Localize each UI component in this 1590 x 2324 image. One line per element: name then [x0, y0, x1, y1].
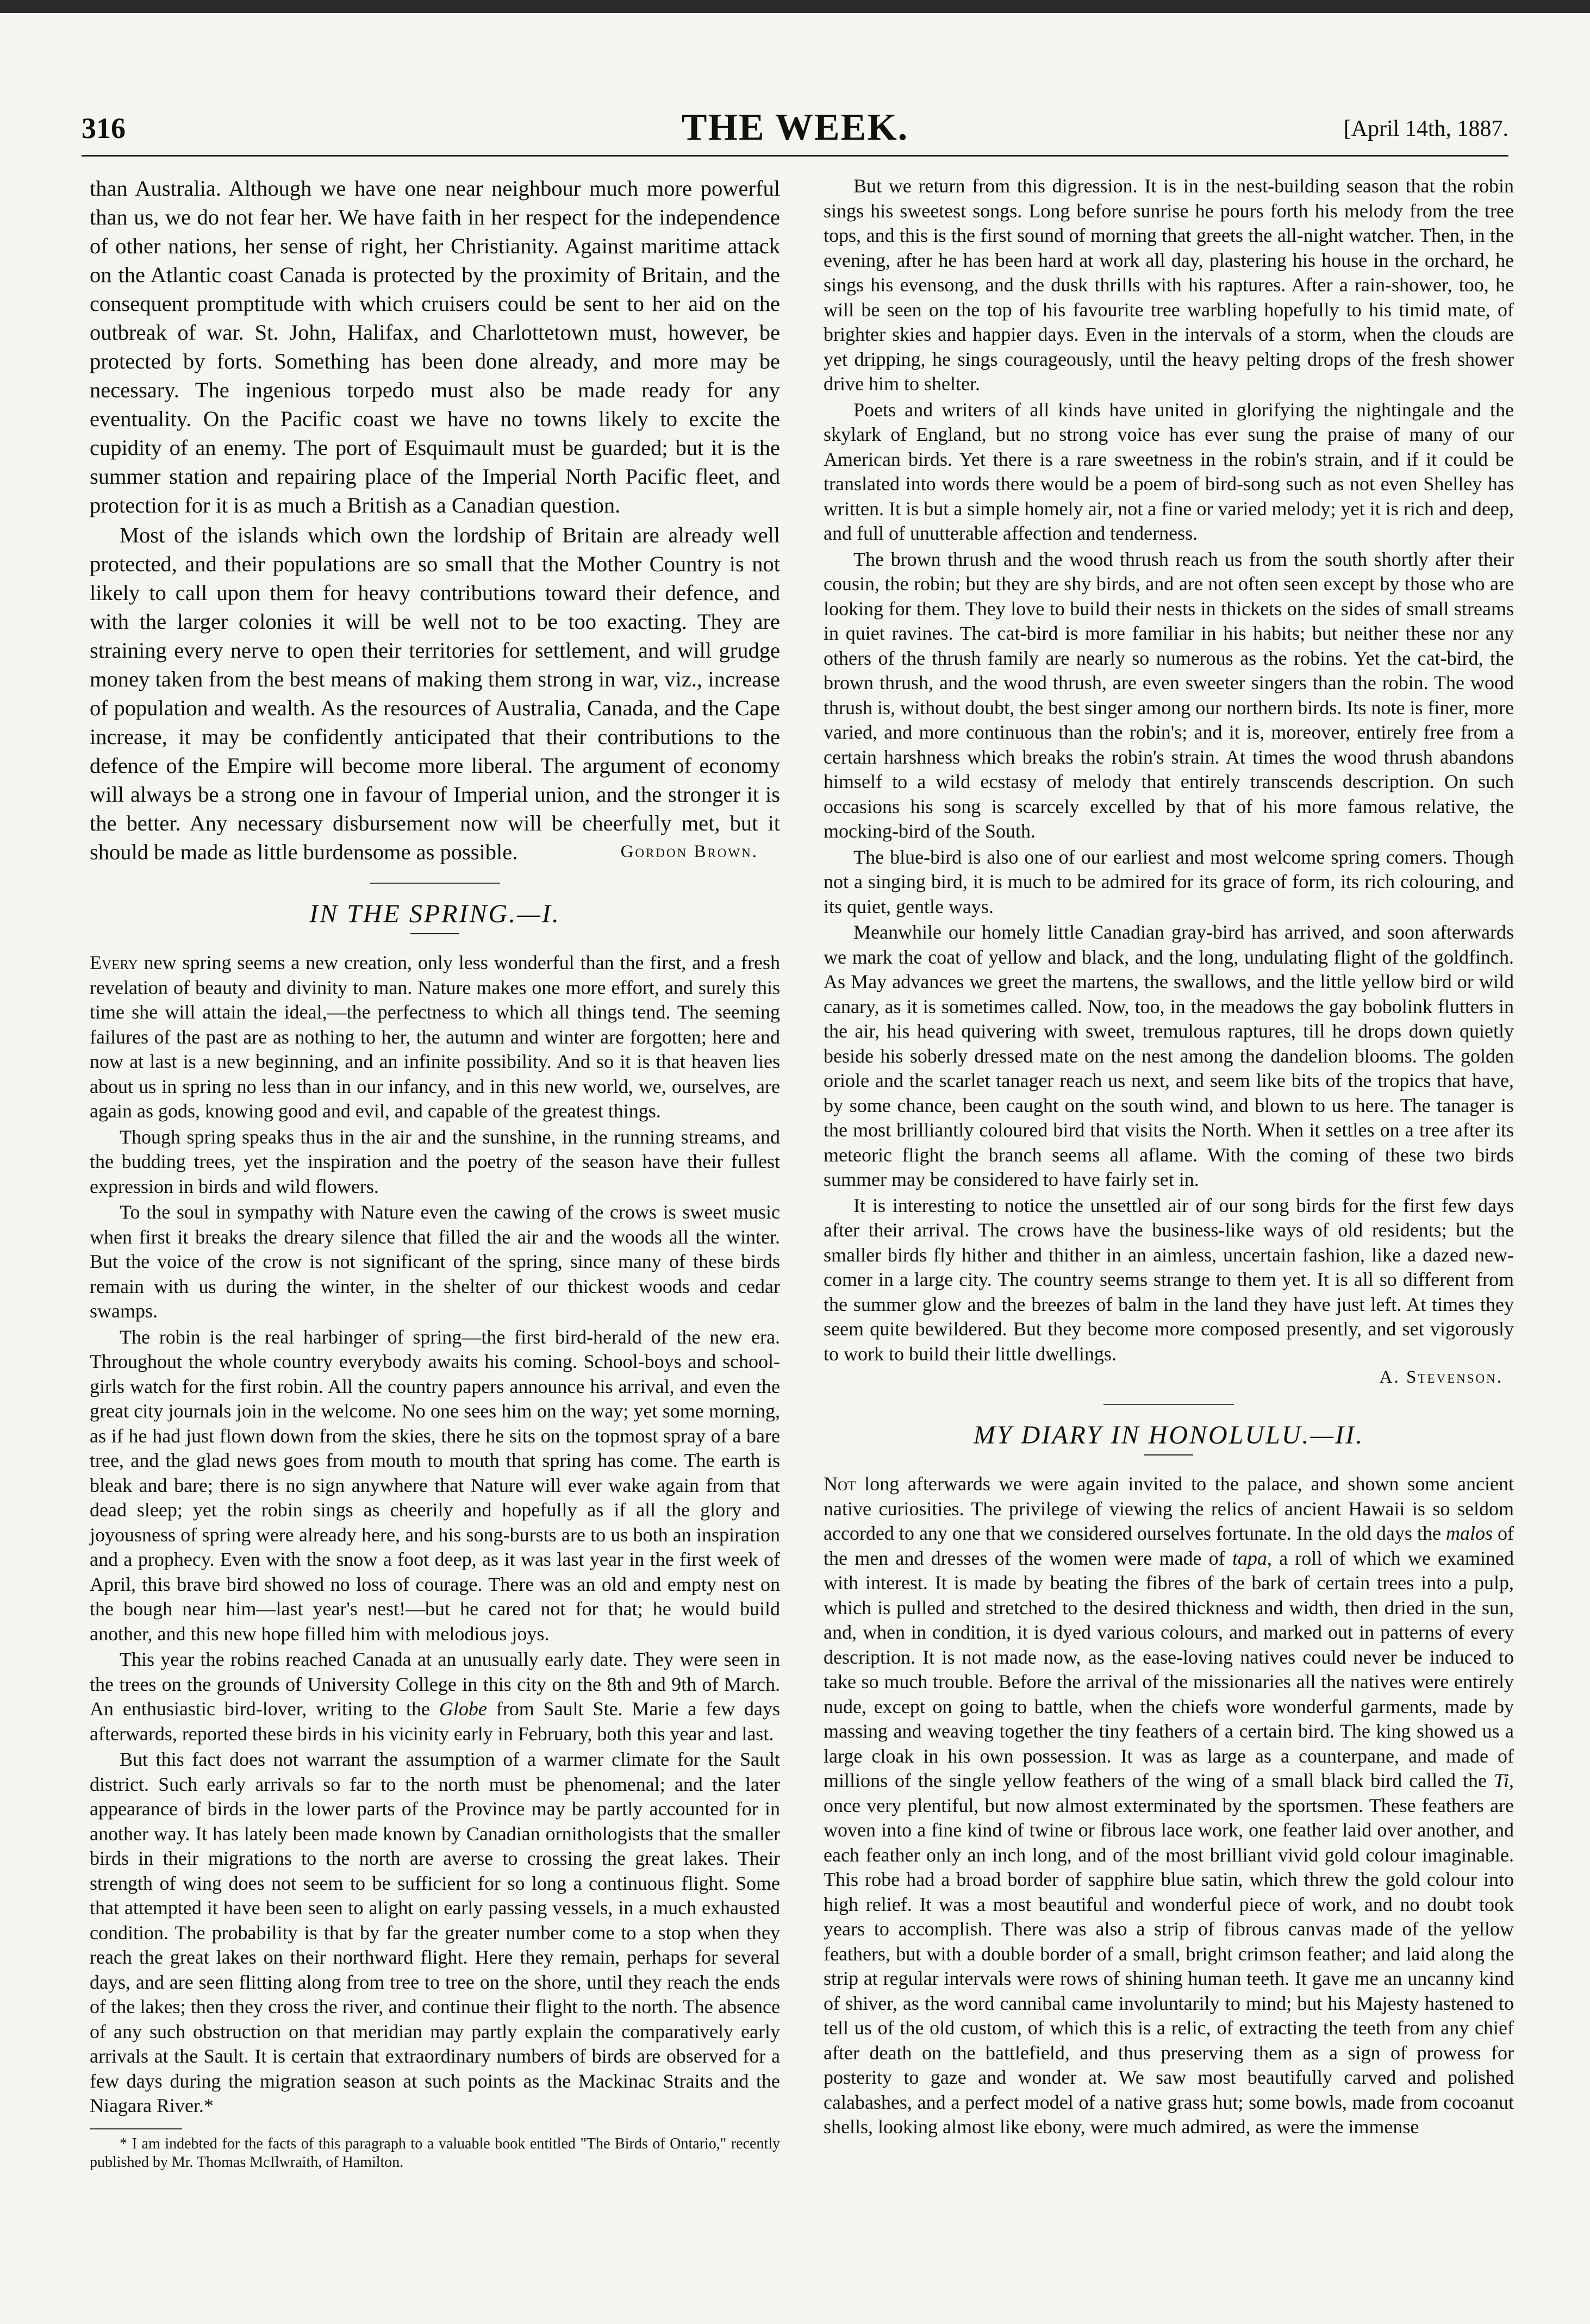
paragraph-text: of the men and dresses of the women were made of	[824, 1522, 1514, 1569]
opening-word: Every	[90, 952, 138, 973]
paragraph-text: Most of the islands which own the lordship of Britain are already well protected, and their populations are so small that the Mother Country is not likely to call upon them for heavy contributions toward their defence, and with the larger colonies it will be well not to be too exacting. They are straining every nerve to open their territories for settlement, and will grudge money taken from the best means of making them strong in war, viz., increase of population and wealth. As the resources of Australia, Canada, and the Cape increase, it may be confidently anticipated that their contributions to the defence of the Empire will become more liberal. The argument of economy will always be a strong one in favour of Imperial union, and the stronger it is the better. Any necessary disbursement now will be cheerfully met, but it should be made as little burdensome as possible.	[90, 523, 780, 864]
author-signature: A. Stevenson.	[1379, 1367, 1503, 1387]
title-underline	[1144, 1454, 1193, 1455]
article-paragraph	[824, 1472, 1514, 2140]
article-paragraph	[90, 1647, 780, 1746]
paragraph-text: , once very plentiful, but now almost exterminated by the sportsmen. These feathers are woven into a fine kind of twine or fibrous lace work, one feather laid over another, and each feather only an inch long, and of the most brilliant vivid gold colour imaginable. This robe had a broad border of sapphire blue satin, which threw the gold colour into high relief. It was a most beautiful and wonderful piece of work, and no doubt took years to accomplish. There was also a strip of fibrous canvas made of the yellow feathers, but with a double border of a small, bright crimson feather; and laid along the strip at regular intervals were rows of shining human teeth. It gave me an uncanny kind of shiver, as the word cannibal came involuntarily to mind; but his Majesty hastened to tell us of the old custom, of which this is a relic, of extracting the teeth from any chief after death on the battlefield, and thus preserving them as a sign of prowess for posterity to gaze and wonder at. We saw most beautifully carved and polished calabashes, and a perfect model of a native grass hut; some bowls, made from cocoanut shells, looking almost like ebony, were much admired, as were the immense	[824, 1770, 1514, 2138]
page-header	[82, 106, 1508, 157]
article-title: MY DIARY IN HONOLULU.—II.	[973, 1421, 1364, 1450]
author-signature: Gordon Brown.	[620, 842, 758, 861]
paragraph-text: , a roll of which we examined with interest. It is made by beating the fibres of the bark of certain trees into a pulp, which is pulled and stretched to the desired thickness and width, then dried in the sun, and, when in condition, it is dyed various colours, and marked out in patterns of every description. It is not made now, as the ease-loving natives could never be induced to take so much trouble. Before the arrival of the missionaries all the natives were entirely nude, except on going to battle, when the chiefs wore wonderful garments, made by massing and weaving together the tiny feathers of a certain bird. The king showed us a large cloak in his own possession. It was as large as a counterpane, and made of millions of the single yellow feathers of the wing of a small black bird called the	[824, 1547, 1514, 1791]
scan-edge-band	[0, 0, 1590, 13]
italic-term: tapa	[1232, 1547, 1267, 1569]
paragraph-text: from Sault Ste. Marie a few days afterwards, reported these birds in his vicinity early in February, both this year and last.	[90, 1698, 780, 1745]
article-paragraph: Poets and writers of all kinds have united in glorifying the nightingale and the skylark of England, but no strong voice has ever sung the praise of many of our American birds. Yet there is a rare sweetness in the robin's strain, and if it could be translated into words there would be a poem of bird-song such as not even Shelley has written. It is but a simple homely air, not a fine or varied melody; yet it is rich and deep, and full of unutterable affection and tenderness.	[824, 398, 1514, 544]
section-divider	[370, 883, 500, 884]
article-paragraph: than Australia. Although we have one near neighbour much more powerful than us, we do not fear her. We have faith in her respect for the independence of other nations, her sense of right, her Christianity. Against maritime attack on the Atlantic coast Canada is protected by the proximity of Britain, and the consequent promptitude with which cruisers could be sent to her aid on the outbreak of war. St. John, Halifax, and Charlottetown must, however, be protected by forts. Something has been done already, and more may be necessary. The ingenious torpedo must also be made ready for any eventuality. On the Pacific coast we have no towns likely to excite the cupidity of an enemy. The port of Esquimault must be guarded; but it is the summer station and repairing place of the Imperial North Pacific fleet, and protection for it is as much a British as a Canadian question.	[90, 176, 780, 517]
article-title: IN THE SPRING.—I.	[309, 899, 560, 928]
paragraph-text: This year the robins reached Canada at an unusually early date. They were seen in the trees on the grounds of University College in this city on the 8th and 9th of March. An enthusiastic bird-lover, writing to the	[90, 1648, 780, 1720]
italic-term: malos	[1445, 1522, 1493, 1544]
left-column	[90, 174, 780, 2172]
paragraph-text: long afterwards we were again invited to the palace, and shown some ancient native curiosities. The privilege of viewing the relics of ancient Hawaii is so seldom accorded to any one that we considered ourselves fortunate. In the old days the	[824, 1473, 1514, 1544]
right-column	[824, 174, 1514, 2141]
article-paragraph: Though spring speaks thus in the air and the sunshine, in the running streams, and the budding trees, yet the inspiration and the poetry of the season have their fullest expression in birds and wild flowers.	[90, 1126, 780, 1197]
article-paragraph	[90, 951, 780, 1124]
article-paragraph: Meanwhile our homely little Canadian gray-bird has arrived, and soon afterwards we mark the coat of yellow and black, and the long, undulating flight of the goldfinch. As May advances we greet the martens, the swallows, and the little yellow bird or wild canary, as it is sometimes called. Now, too, in the meadows the gay bobolink flutters in the air, his head quivering with sweet, tremulous raptures, till he drops down quietly beside his soberly dressed mate on the nest among the dandelion blooms. The golden oriole and the scarlet tanager reach us next, and seem like bits of the tropics that have, by some chance, been caught on the south wind, and blown to us here. The tanager is the most brilliantly coloured bird that visits the North. When it settles on a tree after its meteoric flight the branch seems all aflame. With the coming of these two birds summer may be considered to have fairly set in.	[824, 921, 1514, 1190]
masthead-title: THE WEEK.	[681, 107, 909, 148]
title-underline	[410, 933, 459, 934]
article-paragraph: But this fact does not warrant the assumption of a warmer climate for the Sault district. Such early arrivals so far to the north must be phenomenal; and the later appearance of birds in the lower parts of the Province may be partly accounted for in another way. It has lately been made known by Canadian ornithologists that the smaller birds in their migrations to the north are averse to crossing the great lakes. Their strength of wing does not seem to be sufficient for so long a continuous flight. Some that attempted it have been seen to alight on early passing vessels, in a much exhausted condition. The probability is that by far the greater number come to a stop when they reach the great lakes on their northward flight. Here they remain, perhaps for several days, and are seen flitting along from tree to tree on the shore, until they reach the ends of the lakes; then they cross the river, and continue their flight to the north. The absence of any such obstruction on that meridian may partly explain the comparatively early arrivals at the Sault. It is certain that extraordinary numbers of birds are observed for a few days during the migration season at such points as the Mackinac Straits and the Niagara River.*	[90, 1748, 780, 2116]
article-paragraph	[90, 521, 780, 866]
opening-word: Not	[824, 1473, 856, 1495]
article-paragraph: The blue-bird is also one of our earliest and most welcome spring comers. Though not a singing bird, it is much to be admired for its grace of form, its rich colouring, and its quiet, gentle ways.	[824, 846, 1514, 917]
article-paragraph: The brown thrush and the wood thrush reach us from the south shortly after their cousin, the robin; but they are shy birds, and are not often seen except by those who are looking for them. They love to build their nests in thickets on the sides of small streams in quiet ravines. The cat-bird is more familiar in his habits; but neither these nor any others of the thrush family are nearly so numerous as the robins. Yet the cat-bird, the brown thrush, and the wood thrush, are even sweeter singers than the robin. The wood thrush is, without doubt, the best singer among our northern birds. Its note is finer, more varied, and more continuous than the robin's; and it is, moreover, entirely free from a certain harshness which breaks the robin's strain. At times the wood thrush abandons himself to a wild ecstasy of melody that entirely transcends description. On such occasions his song is scarcely excelled by that of his more famous relative, the mocking-bird of the South.	[824, 548, 1514, 842]
section-divider	[1103, 1404, 1234, 1405]
italic-term: Ti	[1493, 1770, 1509, 1791]
article-paragraph: But we return from this digression. It is in the nest-building season that the robin sings his sweetest songs. Long before sunrise he pours forth his melody from the tree tops, and this is the first sound of morning that greets the all-night watcher. Then, in the evening, after he has been hard at work all day, plastering his house in the orchard, he sings his evensong, and the dusk thrills with his raptures. After a rain-shower, too, he will be seen on the top of his favourite tree warbling hopefully to his timid mate, of brighter skies and happier days. Even in the intervals of a storm, when the clouds are yet dripping, he sings courageously, until the heavy pelting drops of the fresh shower drive him to shelter.	[824, 175, 1514, 395]
article-paragraph: The robin is the real harbinger of spring—the first bird-herald of the new era. Throughout the whole country everybody awaits his coming. School-boys and school-girls watch for the first robin. All the country papers announce his arrival, and even the great city journals join in the welcome. No one sees him on the way; yet some morning, as if he had just flown down from the skies, there he sits on the topmost spray of a bare tree, and the glad news goes from mouth to mouth that spring has come. The earth is bleak and bare; there is no sign anywhere that Nature will ever wake again from that dead sleep; yet the robin sings as cheerily and hopefully as if all the glory and joyousness of spring were already here, and his song-bursts are to us both an inspiration and a prophecy. Even with the snow a foot deep, as it was last year in the first week of April, this brave bird showed no loss of courage. There was an old and empty nest on the bough near him—last year's nest!—but he cared not for that; he would build another, and this new hope filled him with melodious joys.	[90, 1326, 780, 1645]
page-number: 316	[82, 112, 126, 145]
paragraph-text: new spring seems a new creation, only less wonderful than the first, and a fresh revelation of beauty and divinity to man. Nature makes one more effort, and surely this time she will attain the ideal,—the perfectness to which all things tend. The seeming failures of the past are as nothing to her, the autumn and winter are forgotten; here and now at last is a new beginning, and an infinite possibility. And so it is that heaven lies about us in spring no less than in our infancy, and in this new world, we, ourselves, are again as gods, knowing good and evil, and capable of the greatest things.	[90, 952, 780, 1122]
newspaper-name: Globe	[439, 1698, 487, 1720]
footnote-rule	[90, 2128, 182, 2129]
issue-date: [April 14th, 1887.	[1343, 116, 1508, 141]
article-paragraph: To the soul in sympathy with Nature even the cawing of the crows is sweet music when first it breaks the dreary silence that filled the air and the woods all the winter. But the voice of the crow is not significant of the spring, since many of these birds remain with us during the winter, in the shelter of our thickest woods and cedar swamps.	[90, 1201, 780, 1322]
footnote: * I am indebted for the facts of this paragraph to a valuable book entitled "The Birds of Ontario," recently published by Mr. Thomas McIlwraith, of Hamilton.	[90, 2135, 780, 2171]
article-paragraph: It is interesting to notice the unsettled air of our song birds for the first few days after their arrival. The crows have the business-like ways of old residents; but the smaller birds fly hither and thither in an aimless, uncertain fashion, like a dazed new-comer in a large city. The country seems strange to them yet. It is all so different from the summer glow and the breezes of balm in the land they have just left. At times they seem quite bewildered. But they become more composed presently, and set vigorously to work to build their little dwellings.	[824, 1194, 1514, 1365]
